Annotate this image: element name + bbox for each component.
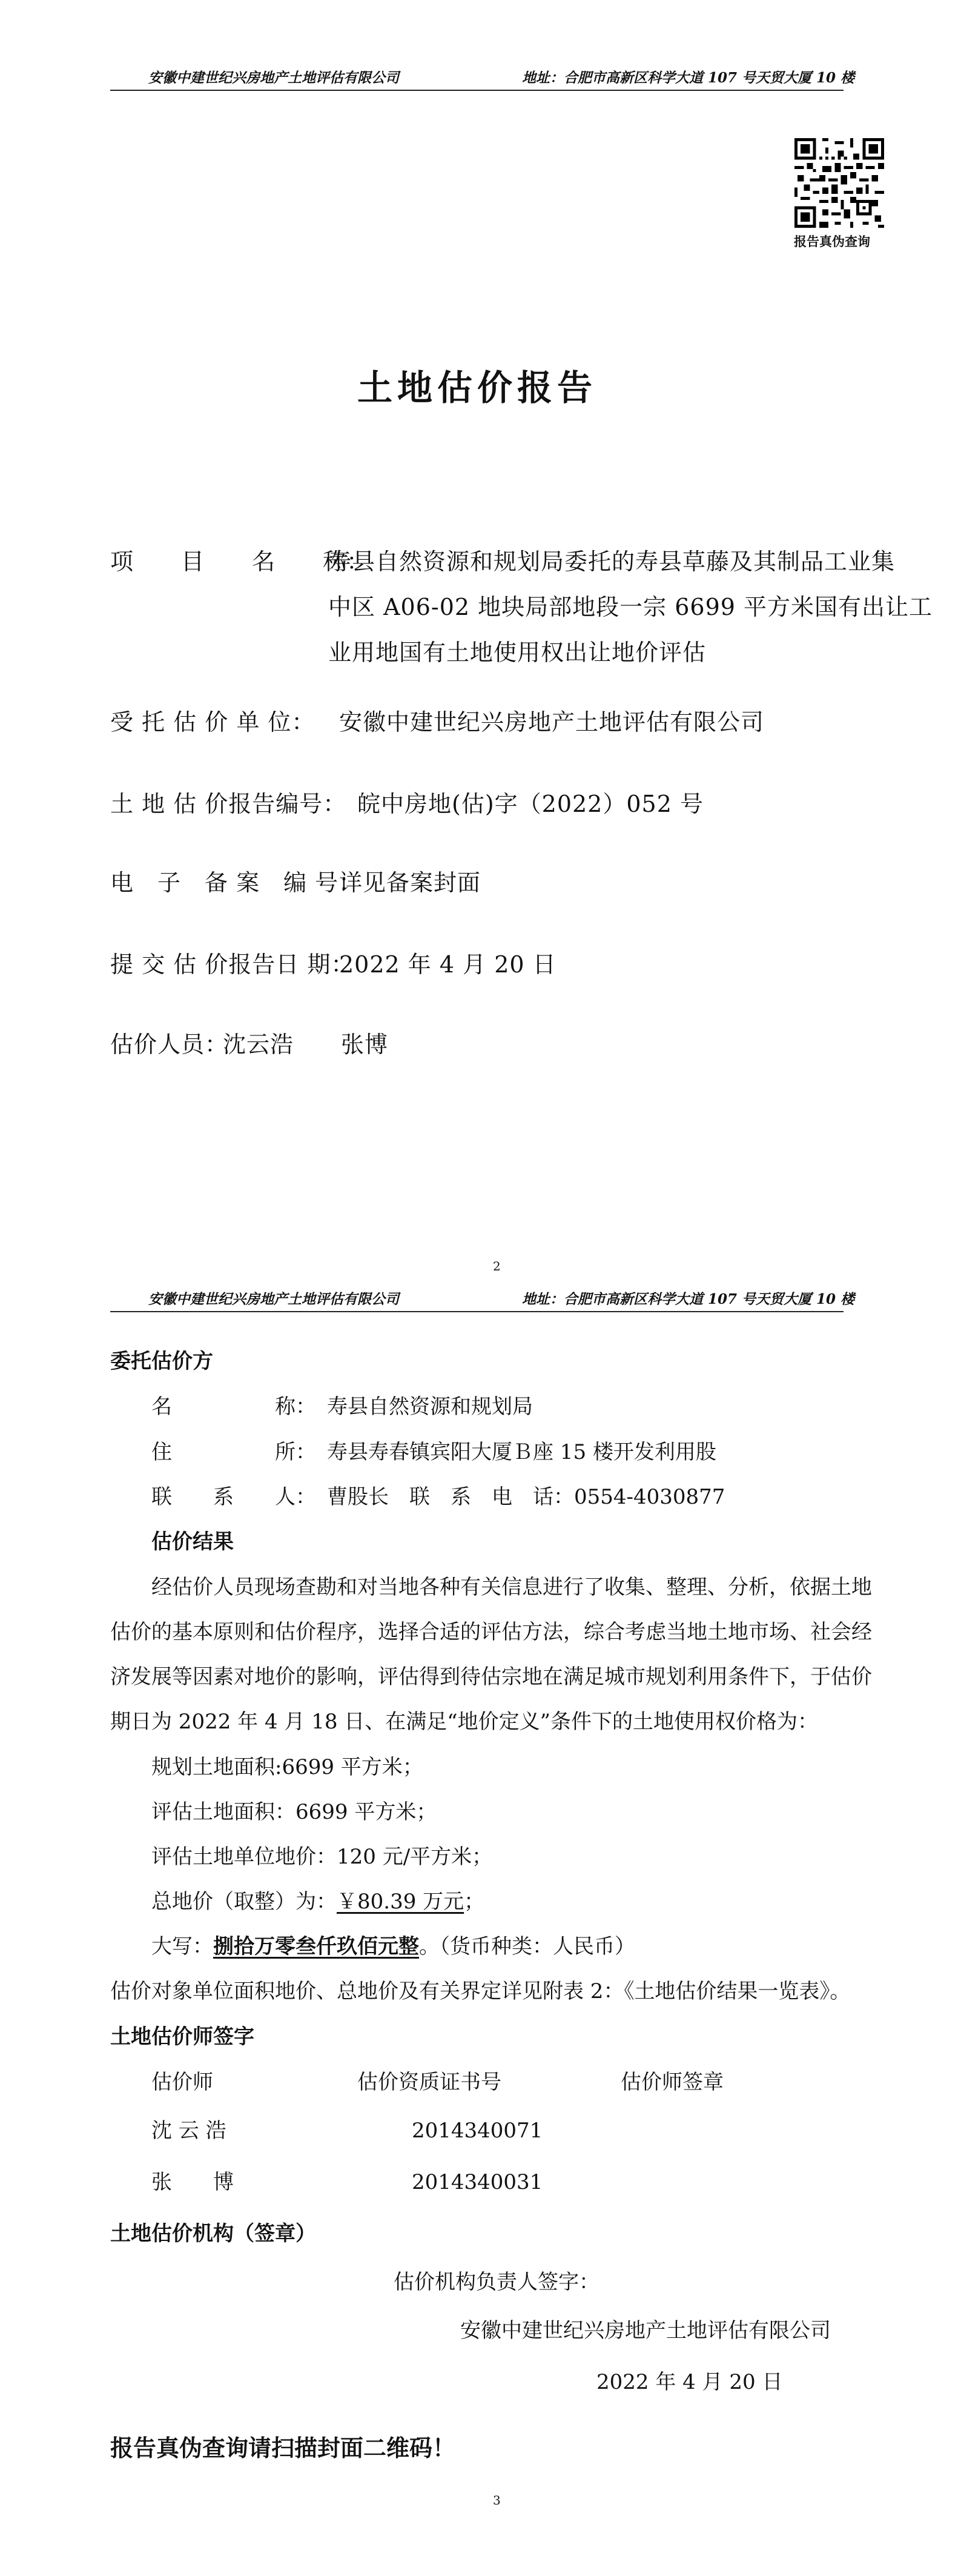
table-row-cert: 2014340071	[412, 2119, 543, 2143]
qr-code[interactable]	[794, 138, 884, 228]
appraised-area: 评估土地面积：6699 平方米；	[151, 1800, 437, 1824]
result-paragraph-line: 济发展等因素对地价的影响，评估得到待估宗地在满足城市规划利用条件下，于估价	[110, 1665, 872, 1689]
org-date: 2022 年 4 月 20 日	[596, 2370, 783, 2394]
total-price-suffix: ；	[464, 1890, 485, 1914]
capital-value: 捌拾万零叁仟玖佰元整	[213, 1934, 419, 1959]
appraisers-label: 估价人员：	[110, 1031, 229, 1058]
result-paragraph-line: 估价的基本原则和估价程序，选择合适的评估方法，综合考虑当地土地市场、社会经	[110, 1620, 872, 1644]
header-company: 安徽中建世纪兴房地产土地评估有限公司	[148, 70, 399, 86]
client-name-label: 名 称：	[151, 1395, 316, 1419]
result-title: 估价结果	[151, 1530, 234, 1554]
header-company: 安徽中建世纪兴房地产土地评估有限公司	[148, 1291, 399, 1307]
header-divider	[110, 1311, 844, 1312]
table-row-name: 张 博	[151, 2170, 234, 2194]
project-line-3: 业用地国有土地使用权出让地价评估	[328, 639, 707, 666]
capital-amount	[151, 1924, 635, 1969]
filing-value: 详见备案封面	[339, 869, 481, 896]
filing-label: 电 子 备 案 编 号：	[110, 869, 363, 896]
qr-caption: 报告真伪查询	[794, 234, 870, 249]
client-address-label: 住 所：	[151, 1440, 316, 1464]
result-paragraph-line: 期日为 2022 年 4 月 18 日、在满足“地价定义”条件下的土地使用权价格为：	[110, 1710, 819, 1734]
result-paragraph-line: 经估价人员现场查勘和对当地各种有关信息进行了收集、整理、分析，依据土地	[110, 1575, 872, 1599]
capital-label: 大写：	[151, 1934, 213, 1959]
client-name-value: 寿县自然资源和规划局	[327, 1395, 533, 1419]
project-label: 项 目 名 称：	[110, 548, 371, 575]
header-address: 地址：合肥市高新区科学大道 107 号天贸大厦 10 楼	[522, 1291, 855, 1307]
client-title: 委托估价方	[110, 1349, 213, 1373]
org-sign-label: 估价机构负责人签字：	[394, 2270, 599, 2294]
org-title: 土地估价机构（签章）	[110, 2222, 316, 2246]
result-note: 估价对象单位面积地价、总地价及有关界定详见附表 2：《土地估价结果一览表》。	[110, 1979, 851, 2003]
table-header-seal: 估价师签章	[621, 2070, 724, 2094]
client-address-value: 寿县寿春镇宾阳大厦Ｂ座 15 楼开发利用股	[327, 1440, 716, 1464]
org-name: 安徽中建世纪兴房地产土地评估有限公司	[460, 2319, 831, 2343]
report-no-value: 皖中房地(估)字（2022）052 号	[357, 791, 704, 817]
table-header-appraiser: 估价师	[151, 2070, 213, 2094]
entrusted-label: 受 托 估 价 单 位：	[110, 709, 315, 735]
appraisers-value: 沈云浩 张博	[223, 1031, 389, 1058]
sign-title: 土地估价师签字	[110, 2025, 254, 2049]
report-title: 土地估价报告	[357, 367, 598, 408]
date-label: 提 交 估 价报告日 期：	[110, 951, 355, 978]
capital-suffix: 。（货币种类：人民币）	[419, 1934, 635, 1959]
total-price-label: 总地价（取整）为：	[151, 1890, 337, 1914]
planned-area: 规划土地面积:6699 平方米；	[151, 1755, 423, 1779]
entrusted-value: 安徽中建世纪兴房地产土地评估有限公司	[339, 709, 765, 735]
table-header-cert: 估价资质证书号	[357, 2070, 501, 2094]
report-no-label: 土 地 估 价报告编号：	[110, 791, 347, 817]
page-number: 3	[493, 2493, 501, 2508]
page-number: 2	[493, 1259, 501, 1273]
date-value: 2022 年 4 月 20 日	[339, 951, 556, 978]
table-row-name: 沈 云 浩	[151, 2119, 226, 2143]
unit-price: 评估土地单位地价：120 元/平方米；	[151, 1845, 493, 1869]
header-address: 地址：合肥市高新区科学大道 107 号天贸大厦 10 楼	[522, 70, 855, 86]
table-row-cert: 2014340031	[412, 2170, 543, 2194]
client-contact-label: 联 系 人：	[151, 1485, 316, 1509]
project-line-1: 寿县自然资源和规划局委托的寿县草藤及其制品工业集	[328, 548, 896, 575]
total-price-value: ￥80.39 万元	[337, 1890, 464, 1914]
verify-note: 报告真伪查询请扫描封面二维码！	[110, 2434, 456, 2461]
client-contact-value: 曹股长 联 系 电 话：0554-4030877	[327, 1485, 725, 1509]
total-price	[151, 1879, 484, 1924]
project-line-2: 中区 A06-02 地块局部地段一宗 6699 平方米国有出让工	[328, 594, 933, 620]
header-divider	[110, 90, 844, 91]
